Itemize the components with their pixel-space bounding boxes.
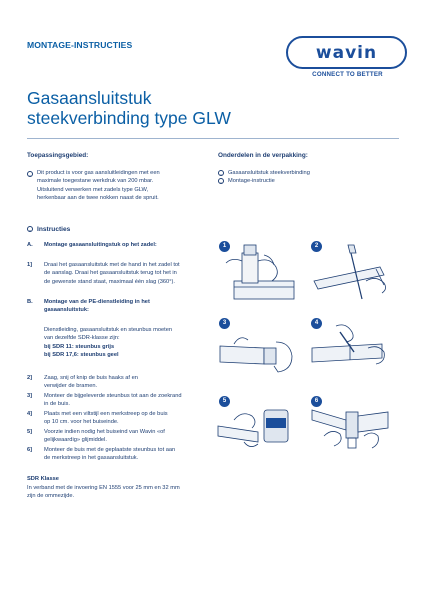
logo-text: wavin: [315, 42, 378, 63]
toepassing-text: [37, 169, 160, 203]
step-line: in de buis.: [44, 401, 70, 408]
figure-2-badge: 2: [311, 241, 322, 252]
step-5-number: 5]: [27, 429, 33, 435]
step-6-text: [44, 446, 175, 463]
figure-2-illustration: [310, 241, 394, 303]
wavin-logo: [286, 36, 407, 69]
step-5-text: [44, 428, 165, 445]
title-line-2: steekverbinding type GLW: [27, 108, 231, 128]
step-b-label: B.: [27, 299, 33, 305]
step-line: Monteer de buis met de geplaatste steunbus tot aan: [44, 447, 176, 453]
step-3-number: 3]: [27, 393, 33, 399]
document-label: MONTAGE-INSTRUCTIES: [27, 40, 133, 50]
step-line: de gewenste stand staat, maximaal één slag (360°).: [44, 278, 175, 285]
page-title: [27, 88, 231, 128]
step-line: Draai het gasaansluitstuk met de hand in het zadel tot: [44, 262, 180, 268]
figure-1-badge: 1: [219, 241, 230, 252]
step-line: Plaats met een viltstijl een merkstreep op de buis: [44, 411, 168, 417]
step-line: Voorzie indien nodig het buiseind van Wavin «of: [44, 429, 165, 435]
title-line-1: Gasaansluitstuk: [27, 88, 152, 108]
step-line: Monteer de bijgeleverde steunbus tot aan de zoekrand: [44, 393, 182, 399]
bullet-icon: –: [219, 178, 223, 184]
step-line: Dienstleiding, gasaansluitstuk en steunbus moeten: [44, 327, 173, 333]
step-line: verwijder de bramen.: [44, 383, 98, 390]
step-4-text: [44, 410, 168, 427]
step-1-number: 1]: [27, 262, 33, 268]
toepassing-line: herkenbaar aan de twee nokken naast de spruit.: [37, 195, 159, 202]
step-1-text: [44, 261, 180, 286]
figure-6-illustration: [310, 396, 394, 458]
figure-5-badge: 5: [219, 396, 230, 407]
step-line: gelijkwaardig» glijmiddel.: [44, 437, 107, 444]
step-a-title: Montage gasaansluitingstuk op het zadel:: [44, 242, 157, 248]
step-line: de aanslag. Draai het gasaansluitstuk terug tot het in: [44, 270, 177, 277]
step-3-text: [44, 392, 182, 409]
step-line: op 10 cm. voor het buiseinde.: [44, 419, 119, 426]
toepassing-line: Uitsluitend verwerken met zadels type GLW,: [37, 186, 149, 193]
sdr11-line: bij SDR 11: steunbus grijs: [44, 343, 115, 350]
toepassing-line: Dit product is voor gas aansluitleidingen met een: [37, 170, 160, 176]
step-b-text: [44, 326, 172, 360]
step-b-title: [44, 298, 150, 315]
instructies-heading: – Instructies: [28, 226, 71, 233]
step-line: Zaag, snij of knip de buis haaks af en: [44, 375, 138, 381]
step-b-title-line: Montage van de PE-dienstleiding in het: [44, 299, 150, 305]
step-a-label: A.: [27, 242, 33, 248]
toepassing-heading: Toepassingsgebied:: [27, 152, 89, 159]
step-2-text: [44, 374, 138, 391]
sdr-text: [27, 484, 180, 501]
sdr17-line: bij SDR 17,6: steunbus geel: [44, 352, 119, 359]
figure-4-badge: 4: [311, 318, 322, 329]
toepassing-line: maximale toegestane werkdruk van 200 mbar.: [37, 178, 154, 185]
step-6-number: 6]: [27, 447, 33, 453]
step-line: van dezelfde SDR-klasse zijn:: [44, 335, 120, 342]
figure-4-illustration: [310, 318, 394, 380]
step-b-title-line: gasaansluitstuk:: [44, 307, 89, 314]
toepassing-bullet-icon: –: [28, 171, 32, 177]
figure-3-badge: 3: [219, 318, 230, 329]
bullet-icon: –: [28, 227, 32, 233]
sdr-line: zijn de ommezijde.: [27, 493, 75, 500]
onderdelen-item: – Gasaansluitstuk steekverbinding: [219, 170, 310, 176]
sdr-heading: SDR Klasse: [27, 476, 59, 482]
divider: [27, 138, 399, 139]
figure-6-badge: 6: [311, 396, 322, 407]
bullet-icon: –: [219, 170, 223, 176]
onderdelen-item: – Montage-instructie: [219, 178, 275, 185]
step-2-number: 2]: [27, 375, 33, 381]
onderdelen-heading: Onderdelen in de verpakking:: [218, 152, 308, 159]
step-4-number: 4]: [27, 411, 33, 417]
onderdelen-list: [218, 169, 310, 186]
step-line: de merkstreep in het gasaansluitstuk.: [44, 455, 139, 462]
logo-tagline: CONNECT TO BETTER: [312, 71, 383, 78]
sdr-line: In verband met de invoering EN 1555 voor 25 mm en 32 mm: [27, 485, 180, 491]
